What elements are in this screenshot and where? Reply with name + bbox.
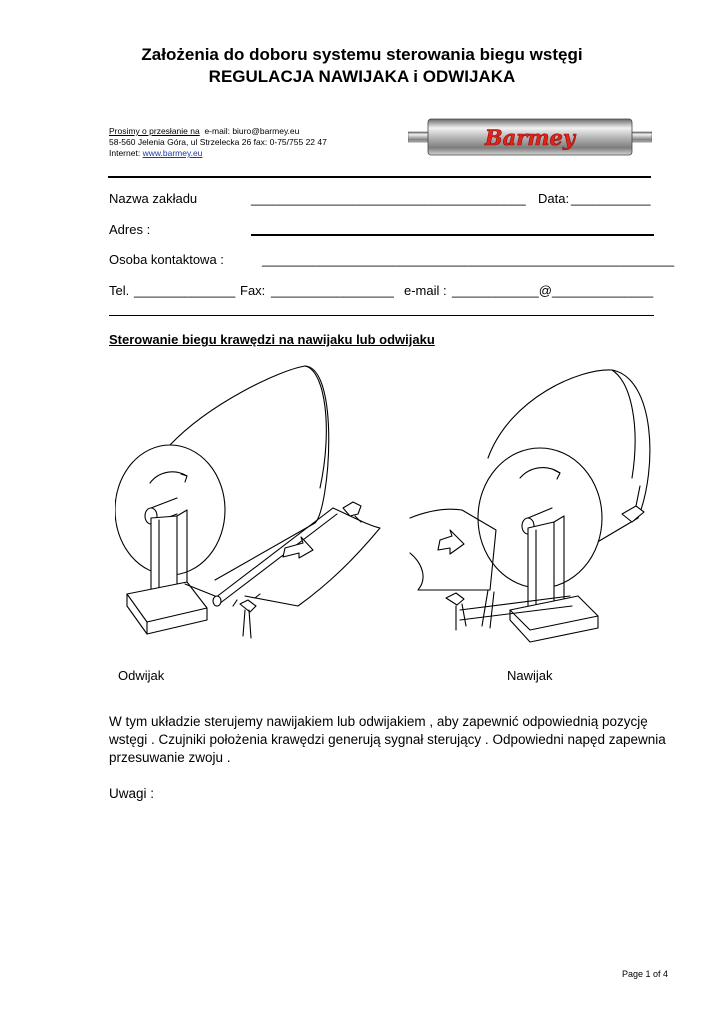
contact-person-label: Osoba kontaktowa : bbox=[109, 252, 224, 267]
contact-internet bbox=[109, 148, 202, 159]
contact-email: e-mail: biuro@barmey.eu bbox=[204, 126, 300, 136]
email-field[interactable]: ____________@______________ bbox=[452, 283, 654, 298]
date-label: Data: bbox=[538, 191, 570, 206]
document-subtitle: REGULACJA NAWIJAKA i ODWIJAKA bbox=[208, 67, 516, 86]
date-field[interactable]: ___________ bbox=[571, 191, 651, 206]
address-field[interactable] bbox=[251, 234, 654, 236]
tel-label: Tel. bbox=[109, 283, 130, 298]
contact-address: 58-560 Jelenia Góra, ul Strzelecka 26 fax: 0-75/755 22 47 bbox=[109, 137, 327, 147]
contact-person-field[interactable]: _________________________________________________________ bbox=[262, 252, 675, 267]
caption-unwinder: Odwijak bbox=[118, 668, 165, 683]
description-paragraph: W tym układzie sterujemy nawijakiem lub odwijakiem , aby zapewnić odpowiednią pozycję wstęgi . Czujniki położenia krawędzi generują sygnał sterujący . Odpowiedni napęd zapewnia przesuwanie zwoju . bbox=[109, 714, 666, 765]
caption-winder: Nawijak bbox=[507, 668, 553, 683]
form-end-divider bbox=[109, 315, 654, 316]
tel-field[interactable]: ______________ bbox=[134, 283, 236, 298]
fax-label: Fax: bbox=[240, 283, 266, 298]
contact-request-label: Prosimy o przesłanie na bbox=[109, 126, 200, 136]
website-link[interactable]: www.barmey.eu bbox=[142, 148, 203, 158]
barmey-logo bbox=[408, 116, 652, 160]
internet-label: Internet: bbox=[109, 148, 141, 158]
address-label: Adres : bbox=[109, 222, 151, 237]
company-field[interactable]: ______________________________________ bbox=[251, 191, 526, 206]
company-label: Nazwa zakładu bbox=[109, 191, 198, 206]
fax-field[interactable]: _________________ bbox=[271, 283, 394, 298]
notes-label: Uwagi : bbox=[109, 786, 155, 801]
header-divider bbox=[108, 176, 651, 178]
document-title: Założenia do doboru systemu sterowania biegu wstęgi bbox=[141, 45, 583, 64]
contact-request bbox=[109, 126, 299, 137]
unwinder-illustration bbox=[115, 358, 385, 648]
page-number: Page 1 of 4 bbox=[621, 969, 668, 979]
logo-wordmark: Barmey bbox=[484, 125, 576, 150]
section-heading: Sterowanie biegu krawędzi na nawijaku lub odwijaku bbox=[109, 332, 435, 347]
winder-illustration bbox=[400, 358, 665, 648]
email-label: e-mail : bbox=[404, 283, 447, 298]
